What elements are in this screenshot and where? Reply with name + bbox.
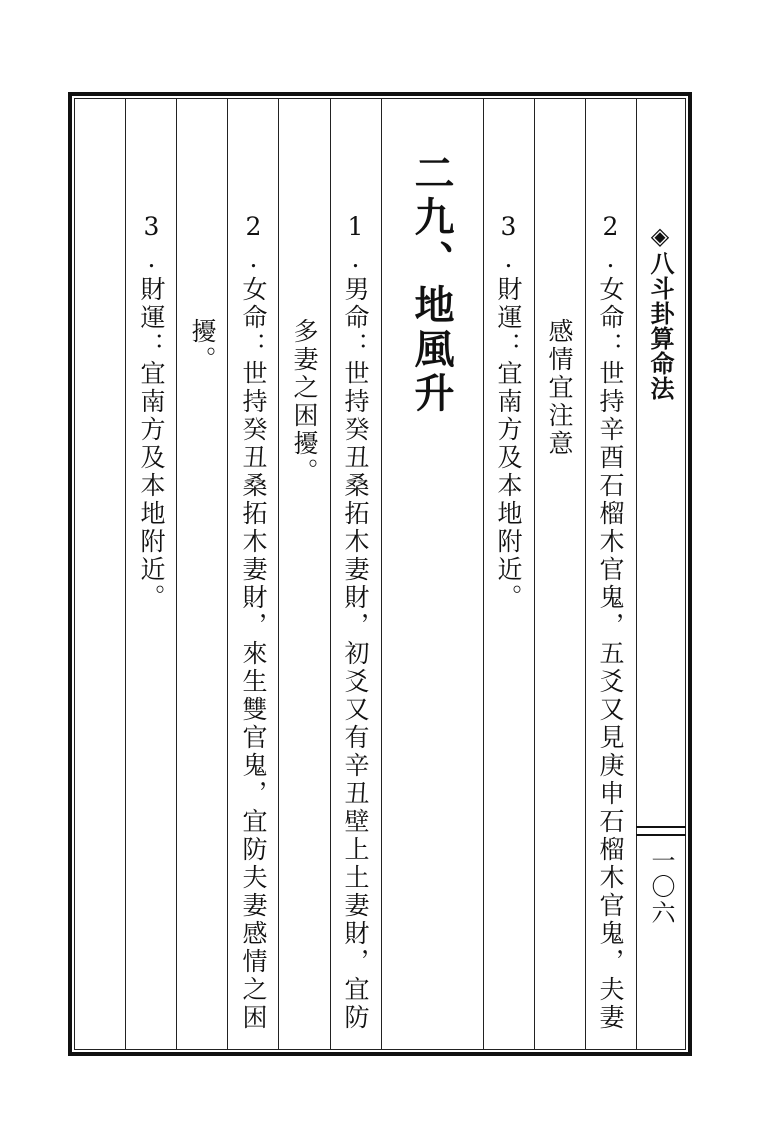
text-column: 3.財運：宜南方及本地附近。 [494,212,523,612]
text-column: 2.女命：世持癸丑桑拓木妻財，來生雙官鬼，宜防夫妻感情之困 [239,212,268,1032]
header-divider [636,834,686,836]
column-rule [381,98,382,1050]
column-rule [227,98,228,1050]
column-rule [278,98,279,1050]
text-column: 2.女命：世持辛酉石榴木官鬼，五爻又見庚申石榴木官鬼，夫妻 [596,212,625,1032]
column-rule [534,98,535,1050]
text-column: 1.男命：世持癸丑桑拓木妻財，初爻又有辛丑壁上土妻財，宜防 [341,212,370,1032]
text-column: 多妻之困擾。 [290,318,319,486]
text-column: 擾。 [188,318,217,374]
text-column: 3.財運：宜南方及本地附近。 [137,212,166,612]
column-rule [585,98,586,1050]
text-column: 感情宜注意 [545,318,574,458]
column-rule [483,98,484,1050]
column-rule [176,98,177,1050]
column-rule [125,98,126,1050]
column-rule [636,98,637,1050]
column-rule [330,98,331,1050]
page-number: 一〇六 [647,848,675,926]
section-title: 二九、地風升 [408,152,454,416]
header-divider [636,826,686,828]
book-title: ◈八斗卦算命法 [646,222,674,401]
